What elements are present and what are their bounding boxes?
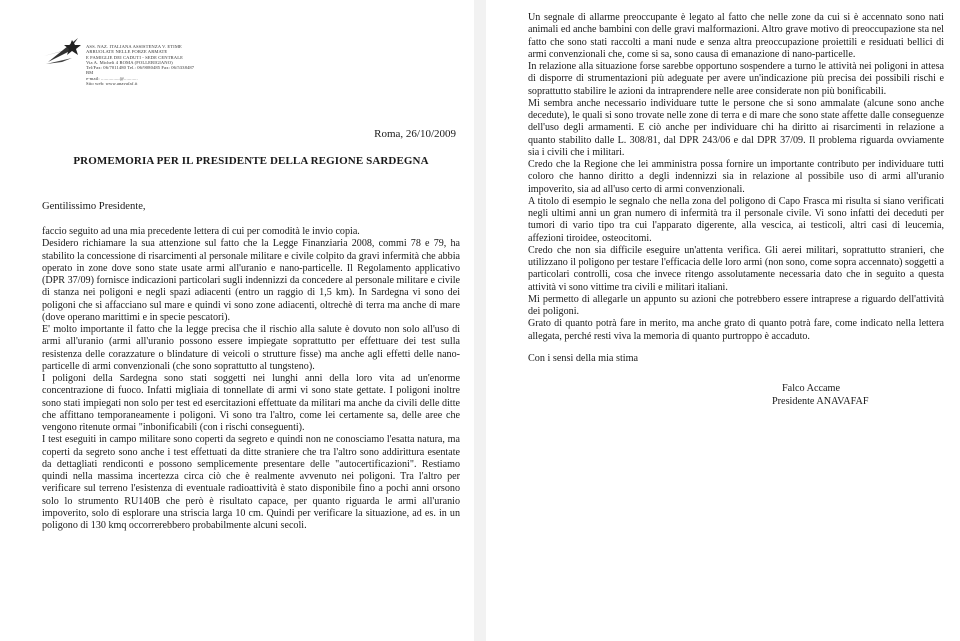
right-body bbox=[528, 12, 944, 343]
body-paragraph: In relazione alla situazione forse sarebbe opportuno sospendere a turno le attività nei poligoni in attesa di disporre di strumentazioni più adeguate per avere un'indicazione più precisa dei possibili rischi e soprattutto stabilire le azioni da intraprendere nelle aree considerate non più bonificabili. bbox=[528, 61, 944, 97]
body-paragraph: A titolo di esempio le segnalo che nella zona del poligono di Capo Frasca mi risulta si siano verificati negli ultimi anni un gran numero di infermità tra il personale civile. Vi sono infatti dei deceduti per tumori di vario tipo tra cui l'apparato digerente, alla vescica, ai testicoli, altri casi di leucemia, affezioni tiroidee, osteocitomi. bbox=[528, 195, 944, 244]
salutation: Gentilissimo Presidente, bbox=[42, 201, 146, 212]
letterhead-line: Sito web: www.anavafaf.it bbox=[86, 81, 138, 87]
letterhead-line: Tel/Fax: 06/7011480 Tel.: 06/9080485 Fax: 06/5338487 bbox=[86, 65, 195, 71]
body-paragraph: Credo che la Regione che lei amministra possa fornire un importante contributo per individuare tutti coloro che hanno diritto a degli indennizzi sia in relazione al possibile uso di armi all'uranio impoverito, sia ad all'uso certo di armi convenzionali. bbox=[528, 159, 944, 195]
letterhead bbox=[42, 12, 460, 87]
letterhead-line: Via A. Micheli 4 ROMA (FOLLERIGIANO) bbox=[86, 59, 173, 65]
letterhead-line: ARRUOLATE NELLE FORZE ARMATE bbox=[86, 49, 168, 55]
document-title: PROMEMORIA PER IL PRESIDENTE DELLA REGIONE SARDEGNA bbox=[73, 155, 429, 167]
body-paragraph: Credo che non sia difficile eseguire un'attenta verifica. Gli aerei militari, soprattutto stranieri, che utilizzano il poligono per testare l'efficacia delle loro armi (non sono, come sopra accennato) soggetti a particolari controlli, cosa che invece ritengo assolutamente necessaria dato che in seguito a questa attività vi sono vittime tra civili e militari italiani. bbox=[528, 244, 944, 293]
body-paragraph: Desidero richiamare la sua attenzione sul fatto che la Legge Finanziaria 2008, commi 78 e 79, ha stabilito la concessione di risarcimenti al personale militare e civile colpito da gravi infermità che abbia operato in zone dove sono state usate armi all'uranio e nano-particelle. Il Regolamento applicativo (DPR 37/09) fornisce indicazioni particolari sugli indennizzi da concedere al personale militare e civile di stanza nei poligoni e negli spazi adiacenti (entro un raggio di 1,5 km). In Sardegna vi sono dei poligoni che si affacciano sul mare e quindi vi sono zone adiacenti, oltrechè di terra ma anche di mare (dove operano marittimi e in specie pescatori). bbox=[42, 238, 460, 323]
letterhead-line: ASS. NAZ. ITALIANA ASSISTENZA V. ETIME bbox=[86, 44, 182, 49]
letterhead-text bbox=[86, 44, 194, 86]
page-gutter bbox=[474, 0, 486, 641]
signer-name: Falco Accame bbox=[782, 382, 840, 394]
body-paragraph: I test eseguiti in campo militare sono coperti da segreto e quindi non ne conosciamo l'esatta natura, ma coperti da segreto sono anche i test effettuati da ditte straniere che tra l'altro sono addirittura esentate da dettagliati rendiconti e possono semplicemente presentare delle "autocertificazioni". Restiamo quindi nella massima incertezza circa ciò che è realmente avvenuto nei poligoni. Tra l'altro per verificare sul terreno l'esistenza di eventuale radioattività è stato disponibile fino a pochi anni orsono solo lo strumento RU140B che però è risultato capace, per quanto riguarda le armi all'uranio impoverito, solo di esplorare una striscia larga 10 cm. Quindi per verificare la situazione, ad es. in un poligono di 130 kmq occorrerebbero probabilmente alcuni secoli. bbox=[42, 434, 460, 531]
right-page bbox=[486, 0, 960, 641]
anavafaf-logo-icon bbox=[42, 32, 84, 70]
letterhead-line: BM bbox=[86, 70, 94, 76]
signature-block bbox=[772, 382, 944, 408]
left-body bbox=[42, 226, 460, 532]
body-paragraph: Mi sembra anche necessario individuare tutte le persone che si sono ammalate (alcune sono anche decedute), le quali si sono trovate nelle zone di terra e di mare che sono state affette dalle conseguenze dell'uso degli armamenti. E ciò anche per individuare chi ha diritto ai risarcimenti in relazione a quanto stabilito dalle L. 308/81, dal DPR 243/06 e dal DPR 37/09. Il problema riguarda ovviamente sia i civili che i militari. bbox=[528, 97, 944, 158]
left-page bbox=[0, 0, 474, 641]
body-paragraph: Un segnale di allarme preoccupante è legato al fatto che nelle zone da cui si è accennato sono nati animali ed anche bambini con delle gravi malformazioni. Altro grave motivo di preoccupazione sta nel fatto che sono stati raccolti a mani nude e senza altra preoccupazione proiettili e residuati bellici di armi convenzionali che, come si sa, sono causa di emanazione di nano-particelle. bbox=[528, 12, 944, 60]
closing-line: Con i sensi della mia stima bbox=[528, 352, 639, 364]
body-paragraph: faccio seguito ad una mia precedente lettera di cui per comodità le invio copia. bbox=[42, 226, 360, 237]
body-paragraph: Mi permetto di allegarle un appunto su azioni che potrebbero essere intraprese a riguardo dell'attività dei poligoni. bbox=[528, 293, 944, 317]
body-paragraph: E' molto importante il fatto che la legge precisa che il rischio alla salute è dovuto non solo all'uso di armi all'uranio (armi all'uranio possono essere impiegate soprattutto per effettuare dei test sulla resistenza delle corazzature o blindature di veicoli o strutture fisse) ma anche agli effetti delle nano-particelle di armi convenzionali (che sono soprattutto al tungsteno). bbox=[42, 324, 460, 372]
letterhead-line: e-mail: ...............@........... bbox=[86, 75, 138, 81]
letter-date: Roma, 26/10/2009 bbox=[374, 128, 456, 140]
letterhead-line: E FAMIGLIE DEI CADUTI - SEDE CENTRALE bbox=[86, 54, 184, 60]
body-paragraph: Grato di quanto potrà fare in merito, ma anche grato di quanto potrà fare, come indicato nella lettera allegata, perché resti viva la memoria di quanto purtroppo è accaduto. bbox=[528, 318, 944, 342]
signer-role: Presidente ANAVAFAF bbox=[772, 395, 869, 407]
body-paragraph: I poligoni della Sardegna sono stati soggetti nei lunghi anni della loro vita ad un'enorme concentrazione di fuoco. Infatti migliaia di tonnellate di armi vi sono state gettate. I poligoni inoltre sono stati impiegati non solo per test ed esercitazioni effettuate da militari ma anche da civili delle ditte che affittano temporaneamente i poligoni. Vi sono tra l'altro, come lei certamente sa, delle aree che vengono ritenute ormai "inbonificabili (con i rischi conseguenti). bbox=[42, 373, 460, 433]
